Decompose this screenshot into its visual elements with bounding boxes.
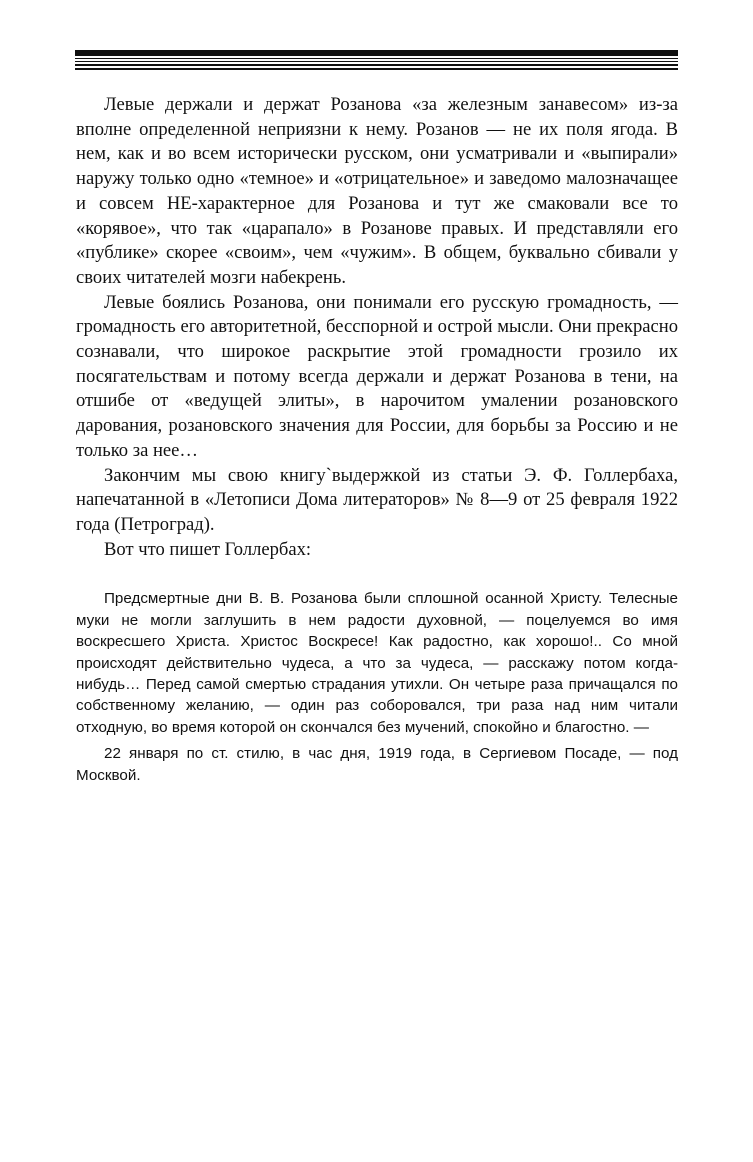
body-paragraph: Вот что пишет Голлербах: [104,538,312,560]
header-rule-thin [75,64,678,66]
header-rule-thin [75,68,678,70]
body-paragraph: Закончим мы свою книгу`выдержкой из статьи Э. Ф. Голлербаха, напечатанной в «Летописи Дома литераторов» № 8—9 от 25 февраля 1922 года (Петроград). [76,464,678,535]
quote-paragraph: Предсмертные дни В. В. Розанова были сплошной осанной Христу. Телесные муки не могли заглушить в нем радости духовной, — поцелуемся во имя воскресшего Христа. Христос Воскресе! Как радостно, как хорошо!.. Со мной происходят действительно чудеса, а что за чудеса, — расскажу потом когда-нибудь… Перед самой смертью страдания утихли. Он четыре раза причащался по собственному желанию, — один раз соборовался, три раза над ним читали отходную, во время которой он скончался без мучений, спокойно и благостно. — [76,590,678,736]
page-body [76,93,678,786]
body-paragraph: Левые боялись Розанова, они понимали его русскую громадность, — громадность его авторитетной, бесспорной и острой мысли. Они прекрасно сознавали, что широкое раскрытие этой громадности грозило их посягательствам и потому всегда держали и держат Розанова в тени, на отшибе от «ведущей элиты», в нарочитом умалении розановского дарования, розановского значения для России, для борьбы за Россию и не только за нее… [76,291,678,461]
header-rule-thin [75,58,678,59]
body-paragraph: Левые держали и держат Розанова «за железным занавесом» из-за вполне определенной неприязни к нему. Розанов — не их поля ягода. В нем, как и во всем исторически русском, они усматривали и «выпирали» наружу только одно «темное» и «отрицательное» и заведомо малозначащее и совсем НЕ-характерное для Розанова и тут же смаковали все то «корявое», что так «царапало» в Розанове правых. И представляли его «публике» скорее «своим», чем «чужим». В общем, буквально сбивали у своих читателей мозги набекрень. [76,94,678,288]
quotation-block [76,588,678,786]
quote-paragraph: 22 января по ст. стилю, в час дня, 1919 года, в Сергиевом Посаде, — под Москвой. [76,745,678,784]
header-rule-thick [75,50,678,56]
header-rule-thin [75,61,678,62]
